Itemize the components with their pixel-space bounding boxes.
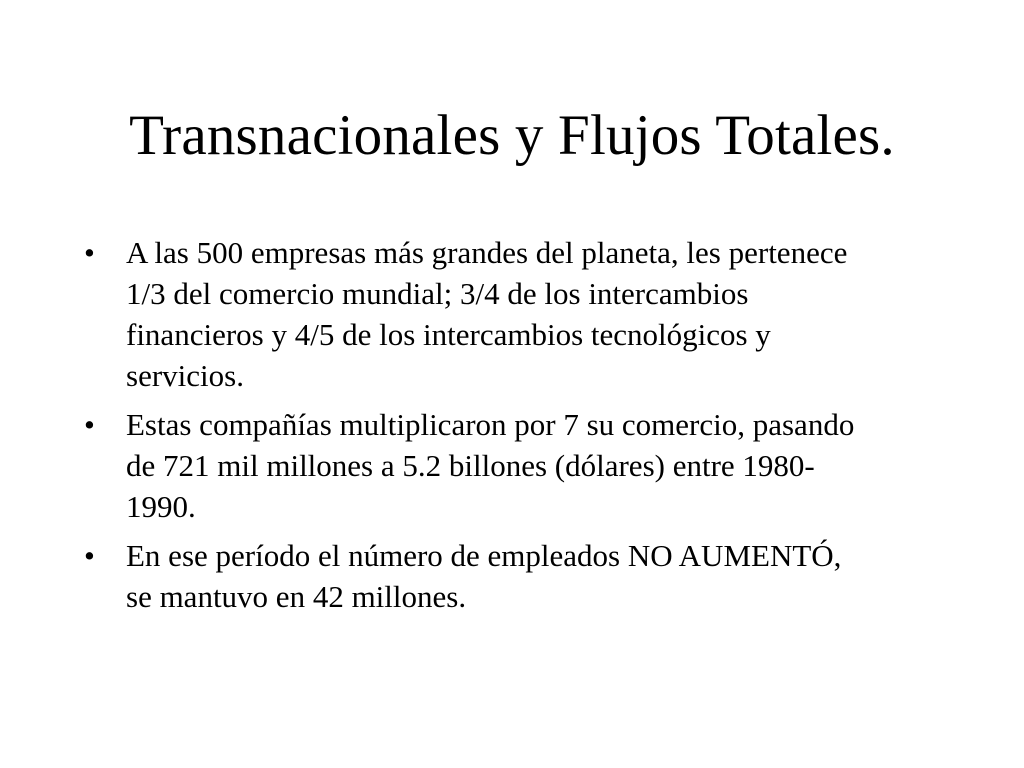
bullet-item (84, 232, 954, 396)
bullet-text-line: financieros y 4/5 de los intercambios tecnológicos y (126, 317, 771, 352)
bullet-icon: • (84, 407, 95, 442)
bullet-icon: • (84, 235, 95, 270)
bullet-text-line: Estas compañías multiplicaron por 7 su comercio, pasando (126, 407, 855, 442)
bullet-list (84, 232, 954, 625)
bullet-text-line: 1990. (126, 489, 196, 524)
bullet-text-line: servicios. (126, 358, 244, 393)
slide-title: Transnacionales y Flujos Totales. (129, 104, 895, 167)
bullet-text-line: se mantuvo en 42 millones. (126, 579, 467, 614)
bullet-icon: • (84, 538, 95, 573)
bullet-item (84, 404, 954, 527)
bullet-item (84, 535, 954, 617)
bullet-text-line: de 721 mil millones a 5.2 billones (dólares) entre 1980- (126, 448, 815, 483)
bullet-text-line: A las 500 empresas más grandes del planeta, les pertenece (126, 235, 848, 270)
bullet-text-line: En ese período el número de empleados NO AUMENTÓ, (126, 538, 842, 573)
bullet-text-line: 1/3 del comercio mundial; 3/4 de los intercambios (126, 276, 749, 311)
